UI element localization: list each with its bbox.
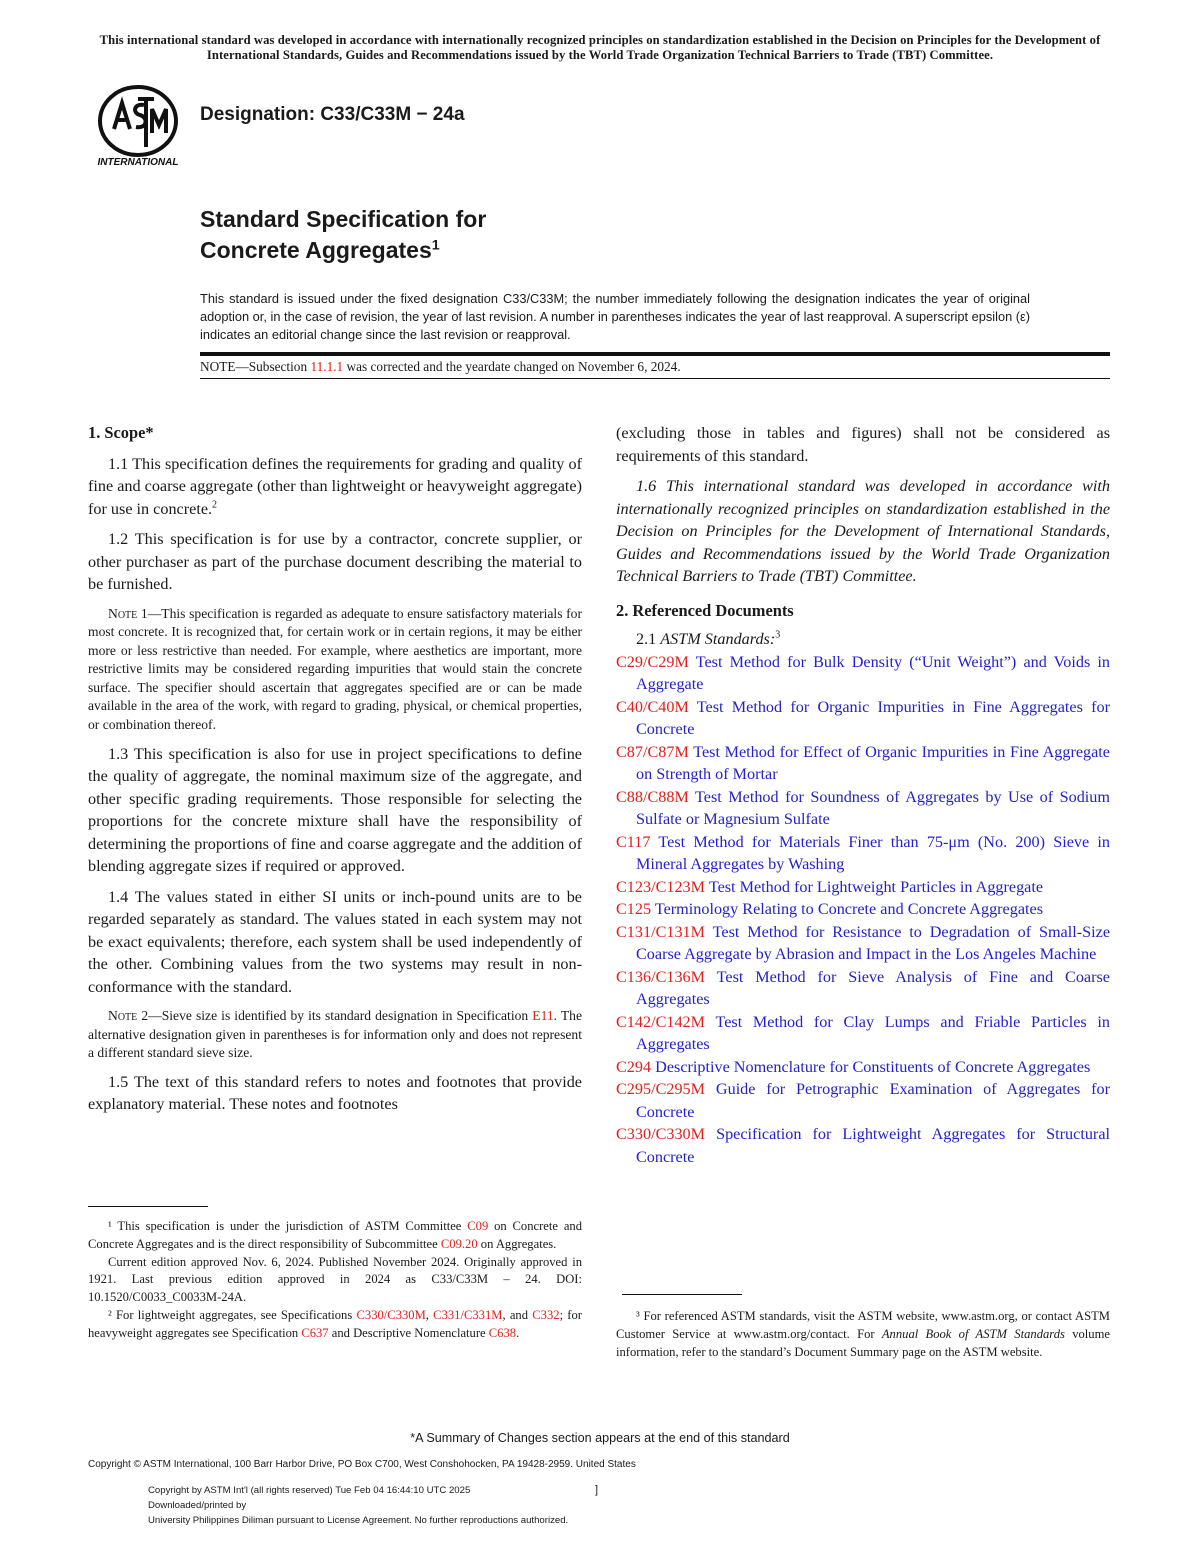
reference-title-link[interactable]: Test Method for Organic Impurities in Fine Aggregates for Concrete	[636, 697, 1110, 738]
reference-title-link[interactable]: Test Method for Clay Lumps and Friable Particles in Aggregates	[636, 1012, 1110, 1053]
references-heading: 2. Referenced Documents	[616, 600, 794, 620]
document-title	[200, 204, 486, 266]
para-1-6: 1.6 This international standard was developed in accordance with internationally recognized principles on standardization established in the Decision on Principles for the Development of International Standards, Guides and Recommendations issued by the World Trade Organization Technical Barriers to Trade (TBT) Committee.	[616, 477, 1110, 585]
divider-thick	[200, 352, 1110, 356]
footnote-mark-3: 3	[775, 629, 781, 641]
issue-note: This standard is issued under the fixed designation C33/C33M; the number immediately following the designation indicates the year of original adoption or, in the case of revision, the year of last revision. A number in parentheses indicates the year of last reapproval. A superscript epsilon (ε) indicates an editorial change since the last revision or reapproval.	[200, 291, 1030, 342]
reference-item	[616, 1078, 1110, 1123]
title-footnote-mark: 1	[431, 237, 440, 254]
c09-link[interactable]: C09	[467, 1219, 489, 1233]
c331-link[interactable]: C331/C331M	[433, 1307, 503, 1322]
reference-code-link[interactable]: C40/C40M	[616, 697, 689, 716]
reference-item	[616, 1011, 1110, 1056]
summary-of-changes-note: *A Summary of Changes section appears at the end of this standard	[410, 1431, 790, 1445]
para-1-1-text: 1.1 This specification defines the requirements for grading and quality of fine and coarse aggregate (other than lightweight or heavyweight aggregate) for use in concrete.	[88, 454, 582, 518]
footnote-1-text-a: ¹ This specification is under the jurisdiction of ASTM Committee	[108, 1219, 468, 1233]
note-1-label: Note 1	[108, 605, 148, 621]
footnote-rule-left	[88, 1206, 208, 1207]
correction-note-prefix: NOTE—Subsection	[200, 359, 311, 374]
reference-code-link[interactable]: C88/C88M	[616, 787, 689, 806]
footnote-2-text-a: ² For lightweight aggregates, see Specifications	[108, 1307, 357, 1322]
footnote-1-text-b: on Concrete and Concrete Aggregates and is the direct responsibility of Subcommittee	[88, 1219, 582, 1251]
note-2	[88, 1007, 582, 1063]
reference-code-link[interactable]: C142/C142M	[616, 1012, 706, 1031]
footnote-2-text-c: ; for heavyweight aggregates see Specification	[88, 1307, 582, 1340]
right-column	[616, 422, 1110, 1168]
correction-note	[200, 359, 681, 375]
reference-item	[616, 1056, 1110, 1079]
para-1-2: 1.2 This specification is for use by a contractor, concrete supplier, or other purchaser as part of the purchase document describing the material to be furnished.	[88, 530, 582, 593]
c637-link[interactable]: C637	[301, 1325, 329, 1340]
note-1	[88, 605, 582, 735]
download-line-3: University Philippines Diliman pursuant to License Agreement. No further reproductions authorized.	[148, 1515, 569, 1526]
note-1-text: —This specification is regarded as adequate to ensure satisfactory materials for most concrete. It is recognized that, for certain work or in certain regions, it may be either more or less restrictive than needed. For example, where aesthetics are important, more restrictive limits may be considered regarding impurities that would stain the concrete surface. The specifier should ascertain that aggregates specified are or can be made available in the area of the work, with regard to grading, physical, or chemical properties, or combination thereof.	[88, 605, 582, 733]
c638-link[interactable]: C638	[488, 1325, 517, 1340]
sub-number: 2.1	[636, 630, 661, 648]
footnote-2-text-d: and Descriptive Nomenclature	[328, 1325, 489, 1340]
c330-link[interactable]: C330/C330M	[356, 1307, 426, 1322]
reference-code-link[interactable]: C295/C295M	[616, 1080, 706, 1098]
reference-item	[616, 1123, 1110, 1168]
c09-20-link[interactable]: C09.20	[440, 1236, 478, 1251]
reference-title-link[interactable]: Terminology Relating to Concrete and Concrete Aggregates	[651, 900, 1043, 918]
footnote-1	[88, 1218, 582, 1254]
reference-item	[616, 966, 1110, 1011]
c332-link[interactable]: C332	[532, 1307, 560, 1322]
reference-title-link[interactable]: Test Method for Lightweight Particles in Aggregate	[705, 877, 1044, 896]
reference-title-link[interactable]: Descriptive Nomenclature for Constituents of Concrete Aggregates	[651, 1057, 1091, 1076]
reference-item	[616, 696, 1110, 741]
reference-item	[616, 921, 1110, 966]
footnotes-right	[616, 1308, 1110, 1361]
reference-title-link[interactable]: Specification for Lightweight Aggregates for Structural Concrete	[636, 1125, 1110, 1166]
reference-item	[616, 831, 1110, 876]
scope-heading: 1. Scope*	[88, 423, 154, 442]
reference-title-link[interactable]: Test Method for Effect of Organic Impurities in Fine Aggregate on Strength of Mortar	[636, 742, 1110, 783]
reference-code-link[interactable]: C117	[616, 832, 651, 851]
footnote-mark-2: 2	[212, 499, 218, 511]
footnote-3-italic: Annual Book of ASTM Standards	[881, 1326, 1065, 1341]
correction-note-suffix: was corrected and the yeardate changed on November 6, 2024.	[343, 359, 681, 374]
title-line-1: Standard Specification for	[200, 206, 487, 232]
download-line-1: Copyright by ASTM Int'l (all rights reserved) Tue Feb 04 16:44:10 UTC 2025	[148, 1485, 471, 1496]
para-1-5b: (excluding those in tables and figures) shall not be considered as requirements of this standard.	[616, 424, 1110, 465]
reference-title-link[interactable]: Test Method for Resistance to Degradation of Small-Size Coarse Aggregate by Abrasion and Impact in the Los Angeles Machine	[636, 922, 1110, 963]
footnote-3-text-a: ³ For referenced ASTM standards, visit the ASTM website, www.astm.org, or contact ASTM Customer Service at www.astm.org/contact. For	[616, 1309, 1110, 1341]
download-info	[148, 1483, 568, 1528]
footnotes-left	[88, 1218, 582, 1343]
reference-code-link[interactable]: C330/C330M	[616, 1125, 706, 1143]
footnote-1-edition: Current edition approved Nov. 6, 2024. Published November 2024. Originally approved in 1921. Last previous edition approved in 2024 as C33/C33M – 24. DOI: 10.1520/C0033_C0033M-24A.	[88, 1254, 582, 1305]
left-column	[88, 422, 582, 1116]
reference-code-link[interactable]: C136/C136M	[616, 967, 706, 986]
note-2-text-a: —Sieve size is identified by its standard designation in Specification	[148, 1008, 533, 1024]
reference-list	[616, 651, 1110, 1169]
reference-title-link[interactable]: Test Method for Bulk Density (“Unit Weight”) and Voids in Aggregate	[636, 652, 1110, 693]
reference-code-link[interactable]: C131/C131M	[616, 922, 706, 941]
footnote-2-text-e: .	[516, 1325, 520, 1340]
reference-item	[616, 786, 1110, 831]
footnote-3-text-b: volume information, refer to the standard’s Document Summary page on the ASTM website.	[616, 1326, 1110, 1359]
reference-title-link[interactable]: Test Method for Soundness of Aggregates by Use of Sodium Sulfate or Magnesium Sulfate	[636, 787, 1110, 828]
footnote-2	[88, 1307, 582, 1343]
reference-code-link[interactable]: C123/C123M	[616, 877, 706, 896]
reference-title-link[interactable]: Test Method for Sieve Analysis of Fine and Coarse Aggregates	[636, 967, 1110, 1008]
reference-code-link[interactable]: C87/C87M	[616, 742, 689, 761]
para-1-4: 1.4 The values stated in either SI units or inch-pound units are to be regarded separately as standard. The values stated in each system may not be exact equivalents; therefore, each system shall be used independently of the other. Combining values from the two systems may result in non-conformance with the standard.	[88, 887, 582, 996]
logo-subtext: INTERNATIONAL	[97, 157, 179, 168]
download-bracket: ]	[595, 1484, 599, 1496]
sub-title: ASTM Standards:	[660, 630, 776, 648]
reference-item	[616, 898, 1110, 921]
reference-code-link[interactable]: C125	[616, 900, 652, 918]
download-line-2: Downloaded/printed by	[148, 1500, 247, 1511]
astm-logo	[88, 85, 188, 169]
title-line-2: Concrete Aggregates	[200, 237, 432, 263]
e11-link[interactable]: E11	[532, 1008, 554, 1024]
footnote-1-text-c: on Aggregates.	[477, 1236, 557, 1251]
header-notice: This international standard was developed in accordance with internationally recognized principles on standardization established in the Decision on Principles for the Development of International Standards, Guides and Recommendations issued by the World Trade Organization Technical Barriers to Trade (TBT) Committee.	[99, 33, 1101, 62]
footnote-rule-right	[622, 1294, 742, 1295]
reference-item	[616, 651, 1110, 696]
reference-item	[616, 876, 1110, 899]
reference-item	[616, 741, 1110, 786]
designation: Designation: C33/C33M − 24a	[200, 104, 465, 125]
astm-standards-subheading	[616, 628, 1110, 651]
reference-code-link[interactable]: C294	[616, 1057, 652, 1076]
para-1-3: 1.3 This specification is also for use in project specifications to define the quality of aggregate, the nominal maximum size of the aggregate, and other specific grading requirements. Those responsible for selecting the proportions for the concrete mixture shall have the responsibility of determining the proportions of fine and coarse aggregate and the addition of blending aggregate sizes if required or approved.	[88, 744, 582, 876]
reference-title-link[interactable]: Test Method for Materials Finer than 75-μm (No. 200) Sieve in Mineral Aggregates by Washing	[636, 832, 1110, 873]
para-1-5a: 1.5 The text of this standard refers to notes and footnotes that provide explanatory material. These notes and footnotes	[88, 1072, 582, 1114]
subsection-link[interactable]: 11.1.1	[310, 359, 344, 374]
para-1-1	[88, 453, 582, 521]
note-2-text-b: . The alternative designation given in parentheses is for information only and does not represent a different standard sieve size.	[88, 1008, 583, 1061]
reference-title-link[interactable]: Guide for Petrographic Examination of Aggregates for Concrete	[636, 1080, 1110, 1121]
divider-thin	[200, 378, 1110, 379]
footnote-3	[616, 1308, 1110, 1361]
reference-code-link[interactable]: C29/C29M	[616, 652, 689, 671]
copyright-line: Copyright © ASTM International, 100 Barr Harbor Drive, PO Box C700, West Conshohocken, PA 19428-2959. United States	[88, 1459, 636, 1470]
footnote-2-sep: ,	[425, 1307, 434, 1322]
note-2-label: Note 2	[108, 1008, 149, 1024]
footnote-2-text-b: , and	[502, 1307, 533, 1322]
